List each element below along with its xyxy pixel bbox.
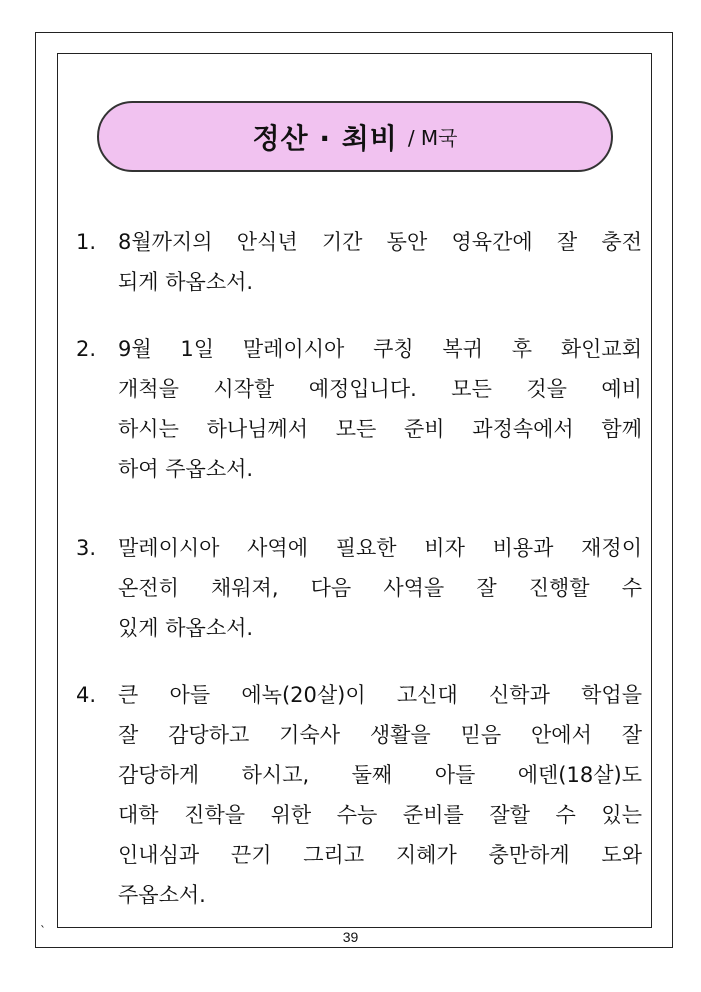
prayer-line: 주옵소서. xyxy=(118,883,206,907)
title-banner xyxy=(97,101,613,172)
stray-mark: ` xyxy=(40,924,46,938)
prayer-number: 4. xyxy=(76,683,97,707)
prayer-line: 말레이시아 사역에 필요한 비자 비용과 재정이 xyxy=(118,536,642,560)
prayer-line: 큰 아들 에녹(20살)이 고신대 신학과 학업을 xyxy=(118,683,642,707)
prayer-line: 인내심과 끈기 그리고 지혜가 충만하게 도와 xyxy=(118,843,642,867)
prayer-number: 3. xyxy=(76,536,97,560)
prayer-line: 대학 진학을 위한 수능 준비를 잘할 수 있는 xyxy=(118,803,642,827)
page-number: 39 xyxy=(342,929,359,945)
prayer-line: 개척을 시작할 예정입니다. 모든 것을 예비 xyxy=(118,377,642,401)
page-subtitle: / M국 xyxy=(407,126,458,150)
prayer-line: 하여 주옵소서. xyxy=(118,457,254,481)
prayer-line: 있게 하옵소서. xyxy=(118,616,254,640)
prayer-line: 8월까지의 안식년 기간 동안 영육간에 잘 충전 xyxy=(118,230,642,254)
prayer-line: 9월 1일 말레이시아 쿠칭 복귀 후 화인교회 xyxy=(118,337,642,361)
prayer-number: 1. xyxy=(76,230,97,254)
prayer-line: 감당하게 하시고, 둘째 아들 에덴(18살)도 xyxy=(118,763,642,787)
prayer-line: 하시는 하나님께서 모든 준비 과정속에서 함께 xyxy=(118,417,642,441)
prayer-number: 2. xyxy=(76,337,97,361)
prayer-line: 온전히 채워져, 다음 사역을 잘 진행할 수 xyxy=(118,576,642,600)
page-title: 정산 · 최비 xyxy=(252,121,398,155)
prayer-line: 잘 감당하고 기숙사 생활을 믿음 안에서 잘 xyxy=(118,723,642,747)
prayer-line: 되게 하옵소서. xyxy=(118,270,254,294)
